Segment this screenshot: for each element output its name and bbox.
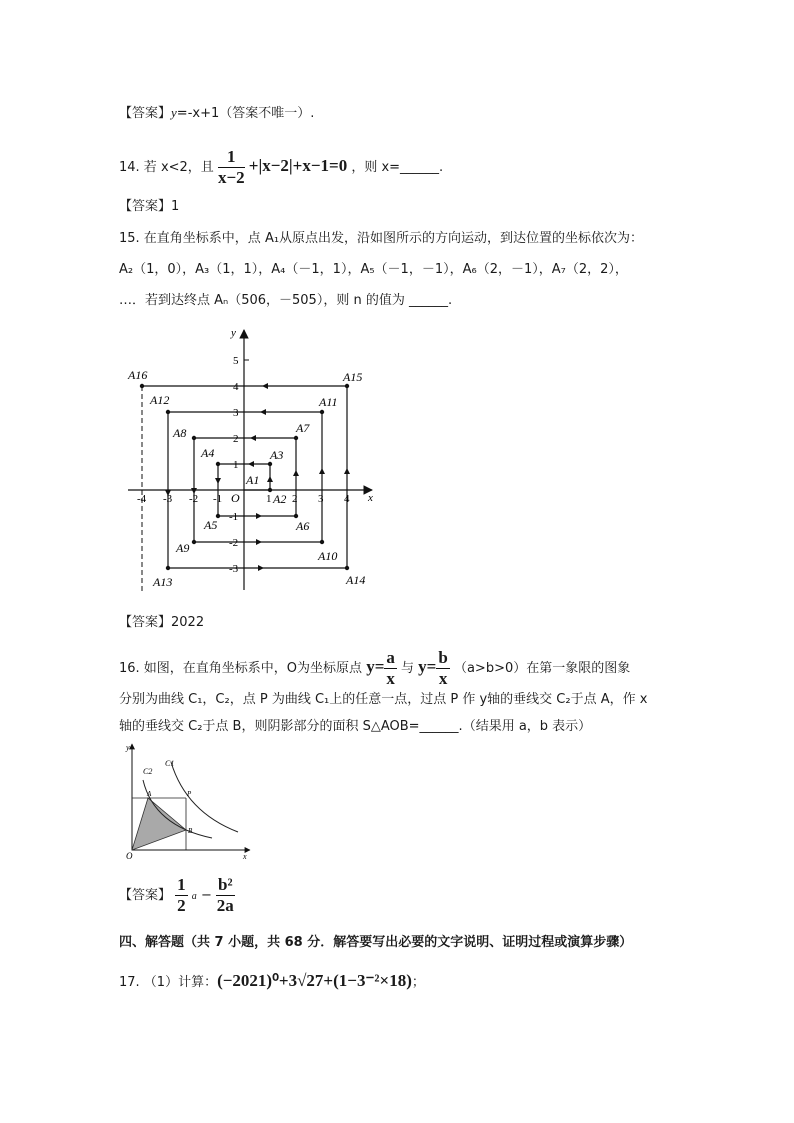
q15-answer (119, 613, 204, 633)
q14-answer (119, 197, 179, 217)
svg-text:A6: A6 (296, 519, 310, 533)
q15-line-3: …．若到达终点 Aₙ（506，－505），则 n 的值为 ______. (119, 293, 453, 308)
answer-tag: 【答案】 (119, 615, 172, 630)
q17-prefix: 17. （1）计算： (119, 975, 218, 990)
q16-hyperbola-figure (120, 740, 255, 862)
answer-text: 2022 (171, 615, 205, 630)
q16-f2-lhs: y= (418, 657, 437, 676)
q17-question (119, 968, 425, 996)
ans-a: a (191, 891, 197, 902)
svg-text:A11: A11 (319, 395, 338, 409)
ans-minus: − (200, 888, 212, 903)
q15-line-2: A₂（1，0），A₃（1，1），A₄（－1，1），A₅（－1，－1），A₆（2，－1），A₇（2，2）， (119, 262, 628, 277)
y-axis-label: y (231, 327, 236, 339)
q16-line-1 (119, 643, 630, 693)
q14-expression: +|x−2|+x−1=0 (248, 156, 348, 175)
svg-text:y: y (126, 743, 130, 752)
q15-spiral-figure (118, 322, 388, 594)
svg-text:P: P (187, 790, 192, 798)
svg-text:O: O (126, 851, 133, 861)
q14-question (119, 146, 443, 188)
q13-answer (119, 103, 314, 124)
svg-text:C2: C2 (143, 767, 153, 776)
svg-text:4: 4 (233, 381, 239, 393)
q16-prefix: 16. 如图，在直角坐标系中，O为坐标原点 (119, 661, 363, 676)
svg-text:1: 1 (233, 459, 239, 471)
svg-text:A16: A16 (128, 368, 148, 382)
answer-tag: 【答案】 (119, 888, 172, 903)
svg-text:A9: A9 (176, 541, 190, 555)
q14-fraction (218, 147, 245, 188)
svg-text:B: B (188, 827, 193, 835)
svg-text:A4: A4 (201, 446, 215, 460)
section-heading: 四、解答题（共 7 小题，共 68 分．解答要写出必要的文字说明、证明过程或演算步骤） (119, 935, 633, 950)
svg-text:A13: A13 (153, 575, 173, 589)
q16-and: 与 (401, 661, 415, 676)
svg-text:A10: A10 (318, 549, 338, 563)
ans-fraction-2: $\frac{\text{b²}}{2a}$ (216, 875, 234, 915)
svg-text:-2: -2 (229, 537, 239, 549)
q16-answer (119, 874, 235, 919)
ans-fraction-1: $\frac{1}{2}$ (177, 875, 186, 915)
q16-line-2: 分别为曲线 C₁，C₂，点 P 为曲线 C₁上的任意一点，过点 P 作 y轴的垂线交 C₂于点 A，作 x (119, 692, 648, 707)
origin-label: O (231, 491, 240, 505)
svg-text:A12: A12 (150, 393, 170, 407)
svg-text:-3: -3 (229, 563, 239, 575)
svg-text:A7: A7 (296, 421, 310, 435)
svg-text:A15: A15 (343, 370, 363, 384)
svg-text:A14: A14 (346, 573, 366, 587)
curve-c1 (171, 762, 238, 832)
svg-text:3: 3 (233, 407, 239, 419)
svg-text:A3: A3 (270, 448, 284, 462)
q16-line-3: 轴的垂线交 C₂于点 B，则阴影部分的面积 S△AOB=______.（结果用 a，b 表示） (119, 719, 592, 734)
svg-text:-2: -2 (189, 493, 199, 505)
svg-text:A1: A1 (246, 473, 260, 487)
q16-f1-lhs: y= (366, 657, 385, 676)
answer-tag: 【答案】 (119, 199, 172, 214)
q14-prefix: 14. 若 x<2，且 (119, 160, 214, 175)
svg-text:2: 2 (233, 433, 239, 445)
q15-line-1: 15. 在直角坐标系中，点 A₁从原点出发，沿如图所示的方向运动，到达位置的坐标依次为： (119, 231, 644, 246)
answer-var: y (171, 105, 177, 120)
svg-text:A5: A5 (204, 518, 218, 532)
svg-text:4: 4 (344, 493, 350, 505)
svg-text:-4: -4 (137, 493, 147, 505)
svg-text:2: 2 (292, 493, 298, 505)
point-labels (127, 368, 365, 589)
q16-f2-fraction: $\frac{b}{x}$ (438, 648, 448, 688)
q14-frac-num: 1 (218, 147, 245, 168)
q17-suffix: ； (411, 975, 425, 990)
svg-text:1: 1 (266, 493, 272, 505)
q14-suffix: ，则 x=______. (351, 160, 444, 175)
answer-text: =-x+1（答案不唯一）. (176, 106, 315, 121)
svg-text:A: A (147, 790, 152, 798)
q16-suffix: （a>b>0）在第一象限的图象 (453, 661, 631, 676)
svg-text:A8: A8 (173, 426, 187, 440)
q17-expression: (−2021)⁰+3√27+(1−3⁻²×18) (217, 971, 412, 990)
svg-text:-1: -1 (229, 511, 239, 523)
svg-text:3: 3 (318, 493, 324, 505)
q16-f1-fraction: $\frac{a}{x}$ (386, 648, 395, 688)
svg-text:-3: -3 (163, 493, 173, 505)
answer-text: 1 (171, 199, 180, 214)
svg-text:C1: C1 (165, 759, 175, 768)
svg-text:x: x (243, 852, 247, 861)
svg-text:5: 5 (233, 355, 239, 367)
svg-text:A2: A2 (273, 492, 287, 506)
answer-tag: 【答案】 (119, 106, 172, 121)
x-axis-label: x (368, 492, 373, 504)
q14-frac-den: x−2 (217, 168, 245, 187)
shaded-triangle (132, 798, 186, 850)
svg-text:-1: -1 (213, 493, 223, 505)
